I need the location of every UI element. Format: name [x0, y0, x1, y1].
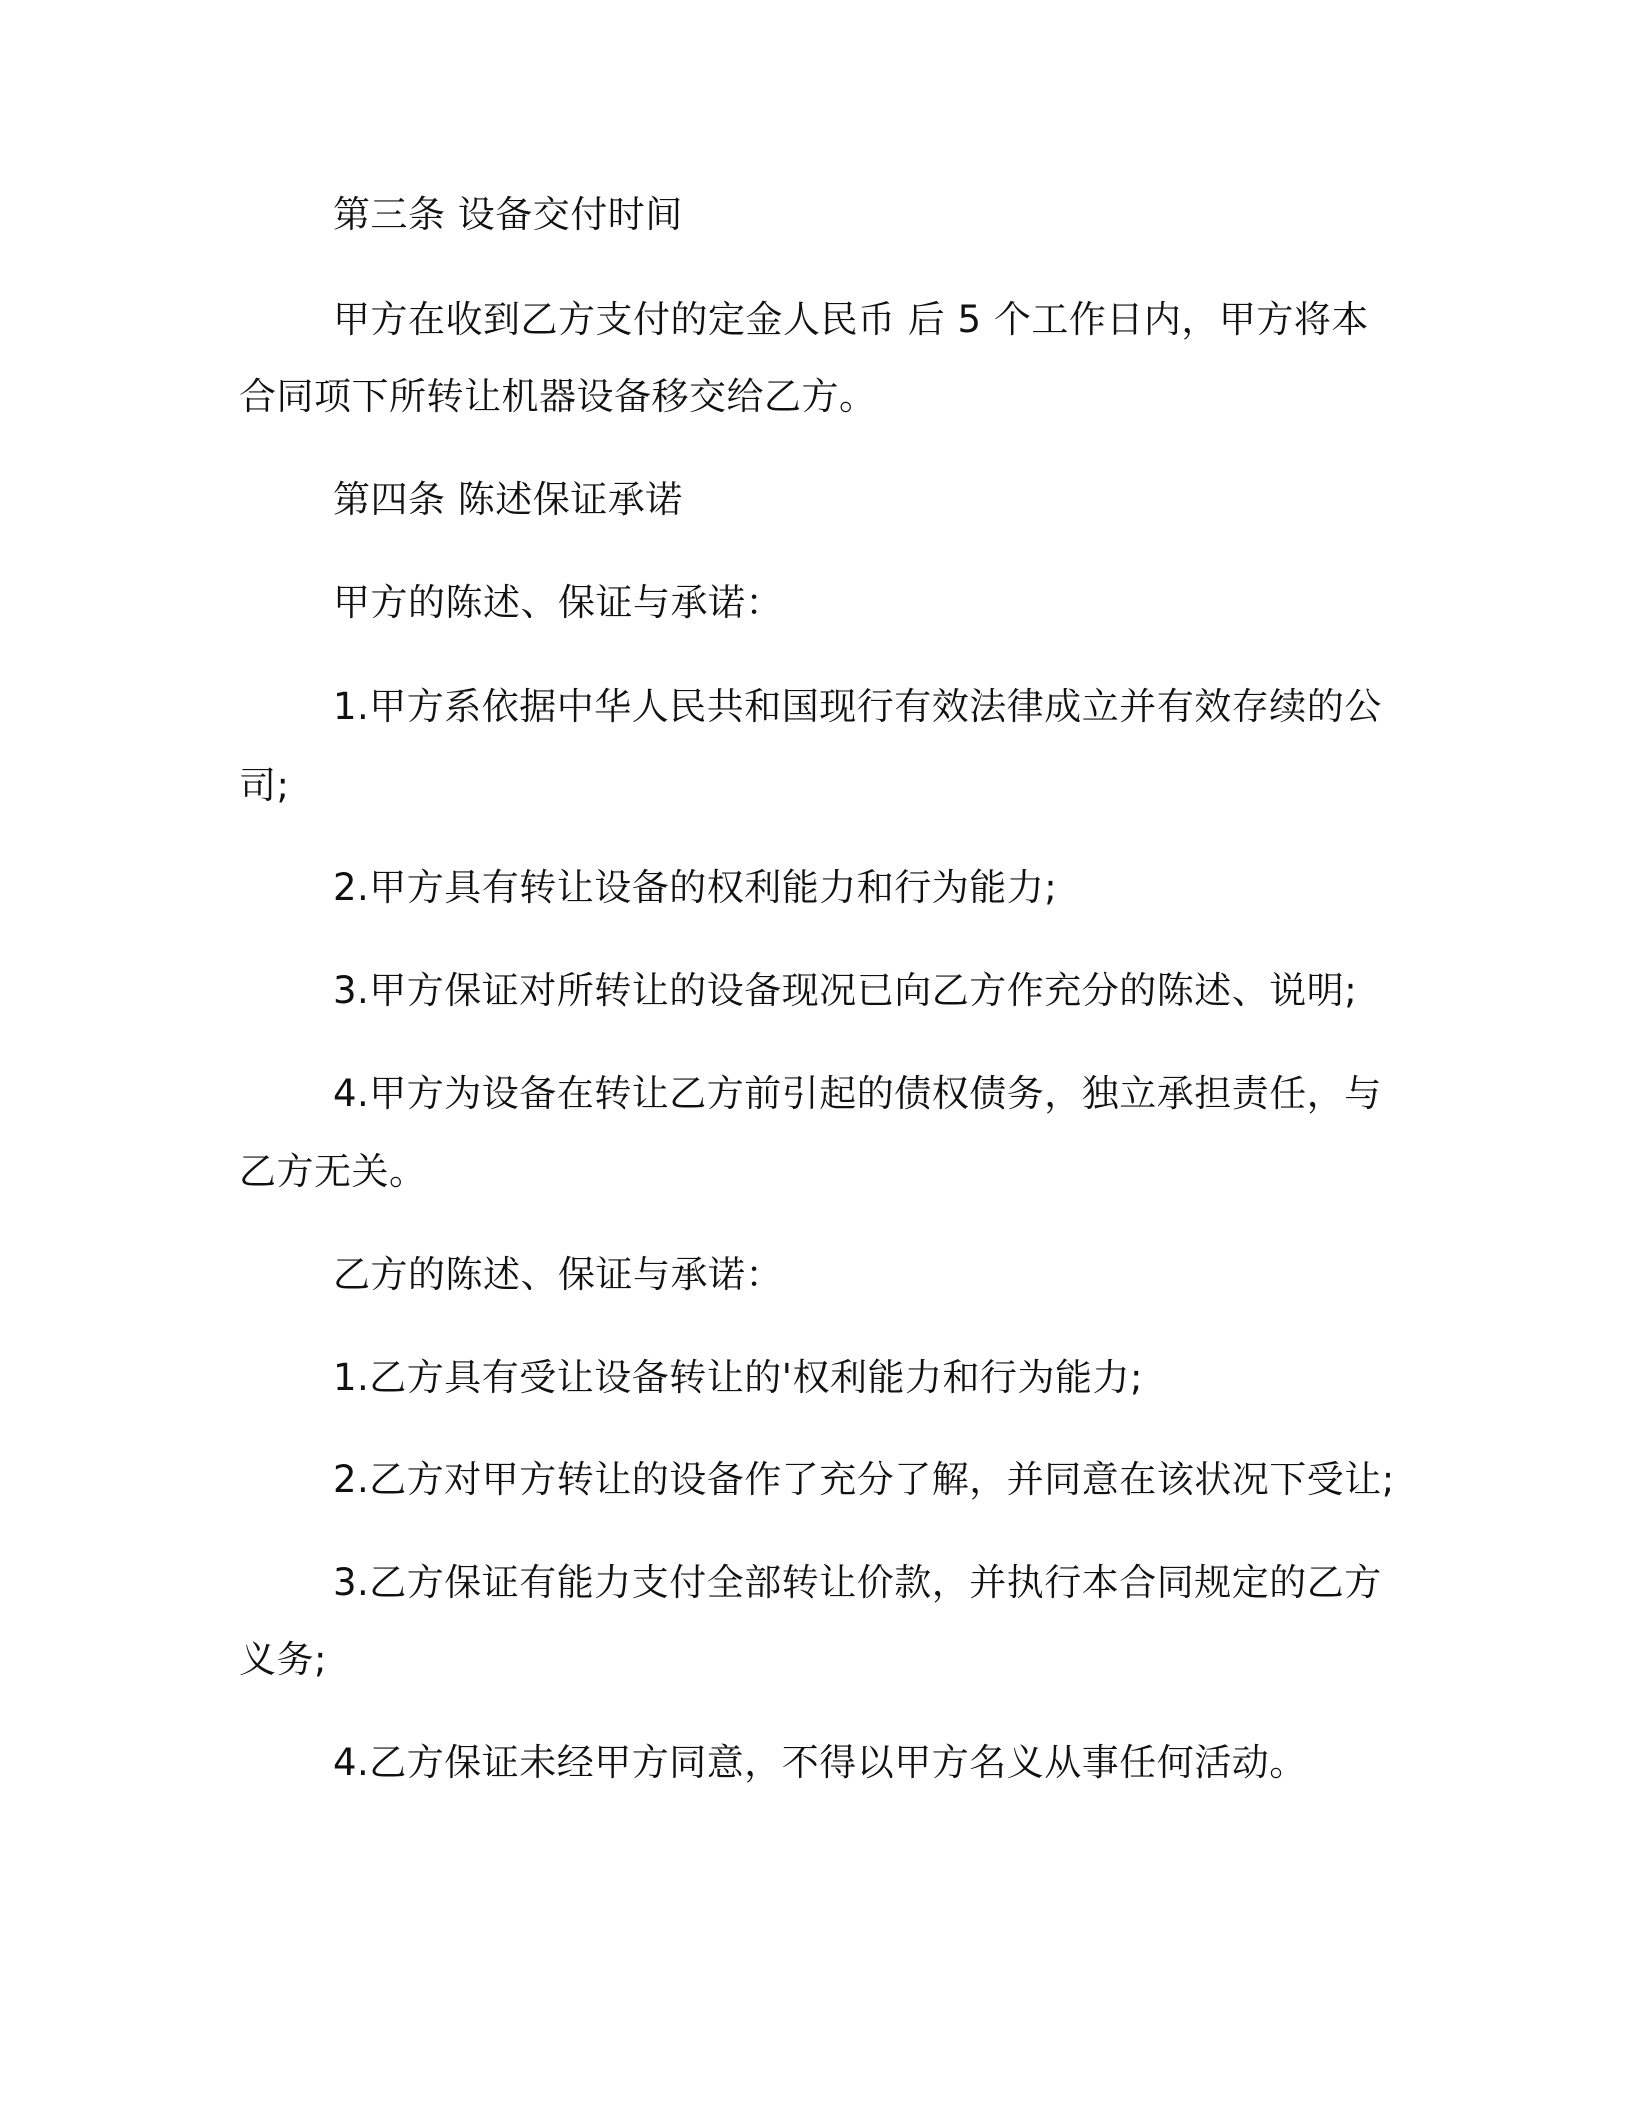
paragraph-line: 1.乙方具有受让设备转让的'权利能力和行为能力;: [333, 1356, 1143, 1399]
paragraph-line: 3.乙方保证有能力支付全部转让价款，并执行本合同规定的乙方: [333, 1561, 1382, 1604]
section-heading-article-3: 第三条 设备交付时间: [333, 193, 683, 236]
paragraph-line: 2.乙方对甲方转让的设备作了充分了解，并同意在该状况下受让;: [333, 1458, 1395, 1501]
paragraph-line: 甲方的陈述、保证与承诺：: [333, 581, 783, 624]
paragraph-line: 3.甲方保证对所转让的设备现况已向乙方作充分的陈述、说明;: [333, 969, 1358, 1012]
paragraph-line: 甲方在收到乙方支付的定金人民币 后 5 个工作日内，甲方将本: [333, 298, 1369, 341]
paragraph-line: 乙方的陈述、保证与承诺：: [333, 1253, 783, 1296]
paragraph-line: 1.甲方系依据中华人民共和国现行有效法律成立并有效存续的公: [333, 685, 1382, 728]
paragraph-line: 4.甲方为设备在转让乙方前引起的债权债务，独立承担责任，与: [333, 1072, 1382, 1115]
paragraph-line: 司;: [239, 764, 290, 807]
paragraph-line: 义务;: [239, 1638, 327, 1681]
paragraph-line: 2.甲方具有转让设备的权利能力和行为能力;: [333, 866, 1058, 909]
paragraph-line: 乙方无关。: [239, 1150, 427, 1193]
section-heading-article-4: 第四条 陈述保证承诺: [333, 478, 683, 521]
paragraph-line: 4.乙方保证未经甲方同意，不得以甲方名义从事任何活动。: [333, 1741, 1307, 1784]
paragraph-line: 合同项下所转让机器设备移交给乙方。: [239, 375, 877, 418]
